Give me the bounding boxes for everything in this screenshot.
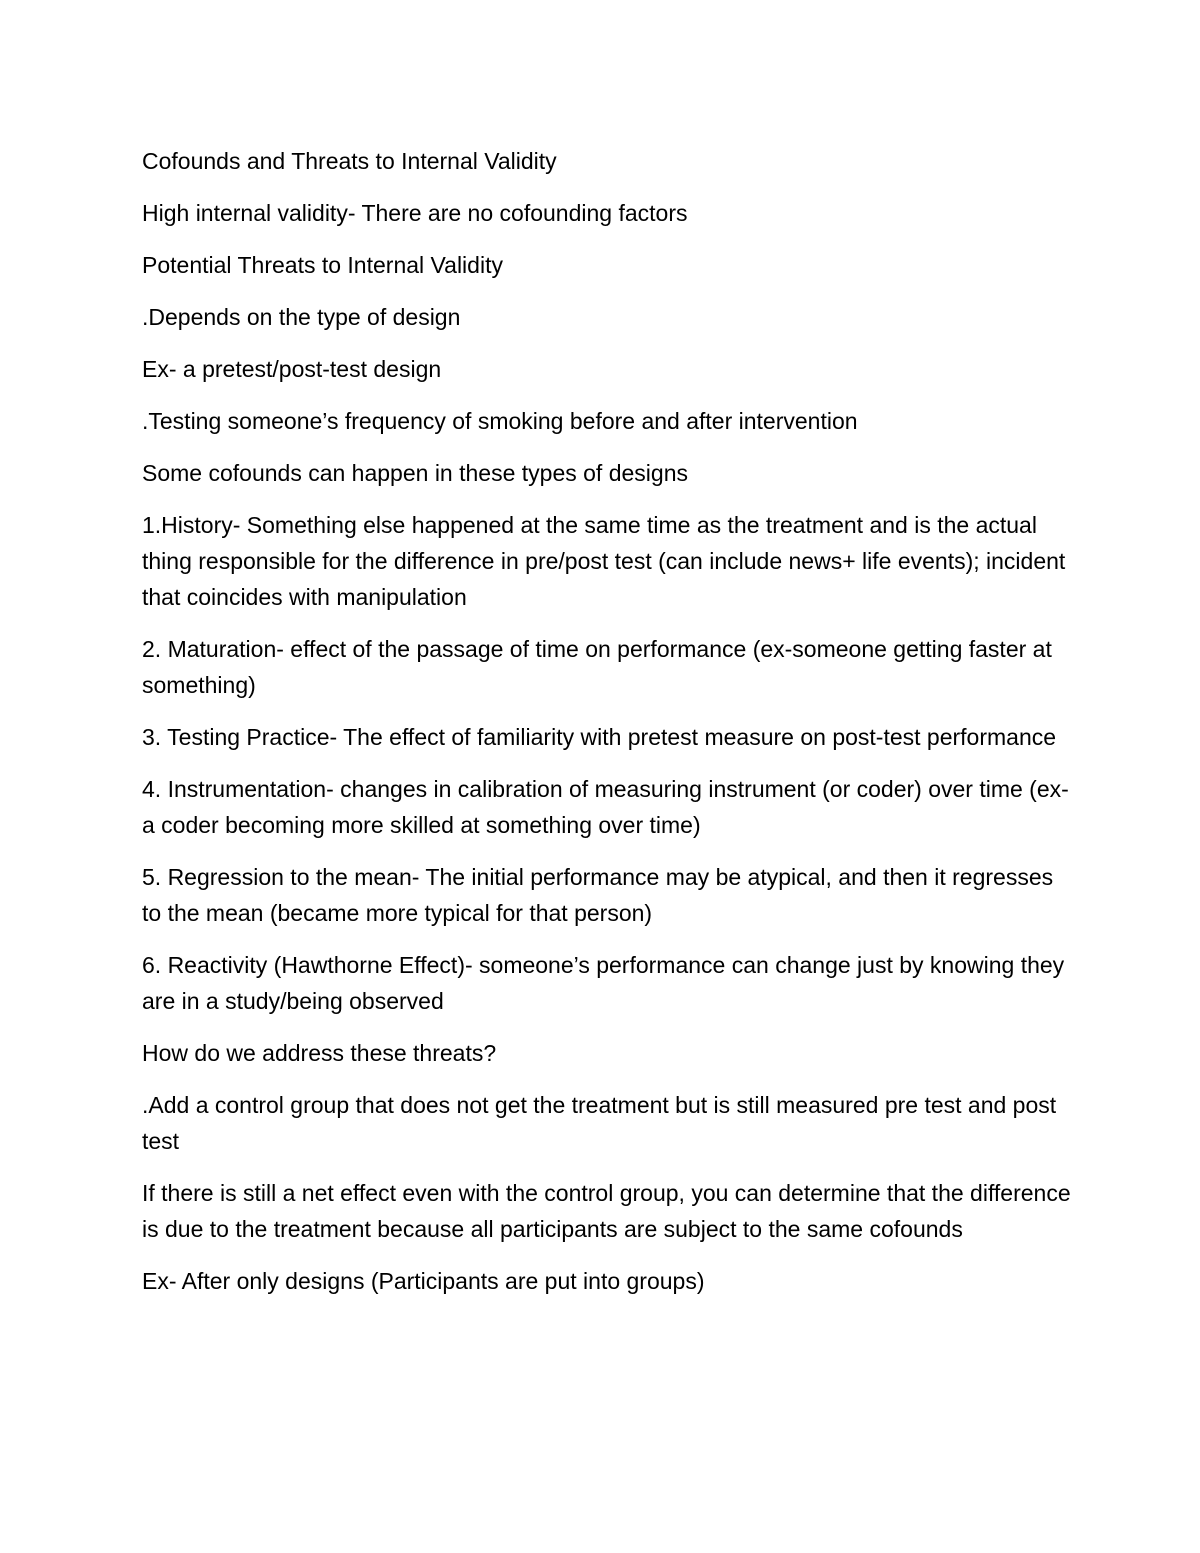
paragraph-some-cofounds: Some cofounds can happen in these types of designs — [142, 460, 688, 486]
paragraph-potential-threats-heading: Potential Threats to Internal Validity — [142, 252, 503, 278]
list-item-history: 1.History- Something else happened at the same time as the treatment and is the actual thing responsible for the difference in pre/post test (can include news+ life events); incident that coincides with manipulation — [142, 512, 1066, 610]
paragraph-smoking-example: .Testing someone’s frequency of smoking before and after intervention — [142, 408, 858, 434]
list-item-maturation: 2. Maturation- effect of the passage of time on performance (ex-someone getting faster at something) — [142, 636, 1052, 698]
document-body — [142, 143, 1072, 1315]
list-item-testing-practice: 3. Testing Practice- The effect of familiarity with pretest measure on post-test performance — [142, 724, 1057, 750]
paragraph-control-group: .Add a control group that does not get the treatment but is still measured pre test and post test — [142, 1092, 1057, 1154]
document-title: Cofounds and Threats to Internal Validity — [142, 148, 557, 174]
paragraph-after-only-designs: Ex- After only designs (Participants are put into groups) — [142, 1268, 705, 1294]
paragraph-pretest-posttest-example: Ex- a pretest/post-test design — [142, 356, 442, 382]
list-item-reactivity: 6. Reactivity (Hawthorne Effect)- someone’s performance can change just by knowing they are in a study/being observed — [142, 952, 1065, 1014]
paragraph-address-threats-question: How do we address these threats? — [142, 1040, 497, 1066]
paragraph-high-internal-validity: High internal validity- There are no cofounding factors — [142, 200, 688, 226]
paragraph-net-effect: If there is still a net effect even with the control group, you can determine that the difference is due to the treatment because all participants are subject to the same cofounds — [142, 1180, 1071, 1242]
list-item-regression-to-mean: 5. Regression to the mean- The initial performance may be atypical, and then it regresses to the mean (became more typical for that person) — [142, 864, 1054, 926]
list-item-instrumentation: 4. Instrumentation- changes in calibration of measuring instrument (or coder) over time (ex- a coder becoming more skilled at something over time) — [142, 776, 1069, 838]
paragraph-depends-on-design: .Depends on the type of design — [142, 304, 461, 330]
